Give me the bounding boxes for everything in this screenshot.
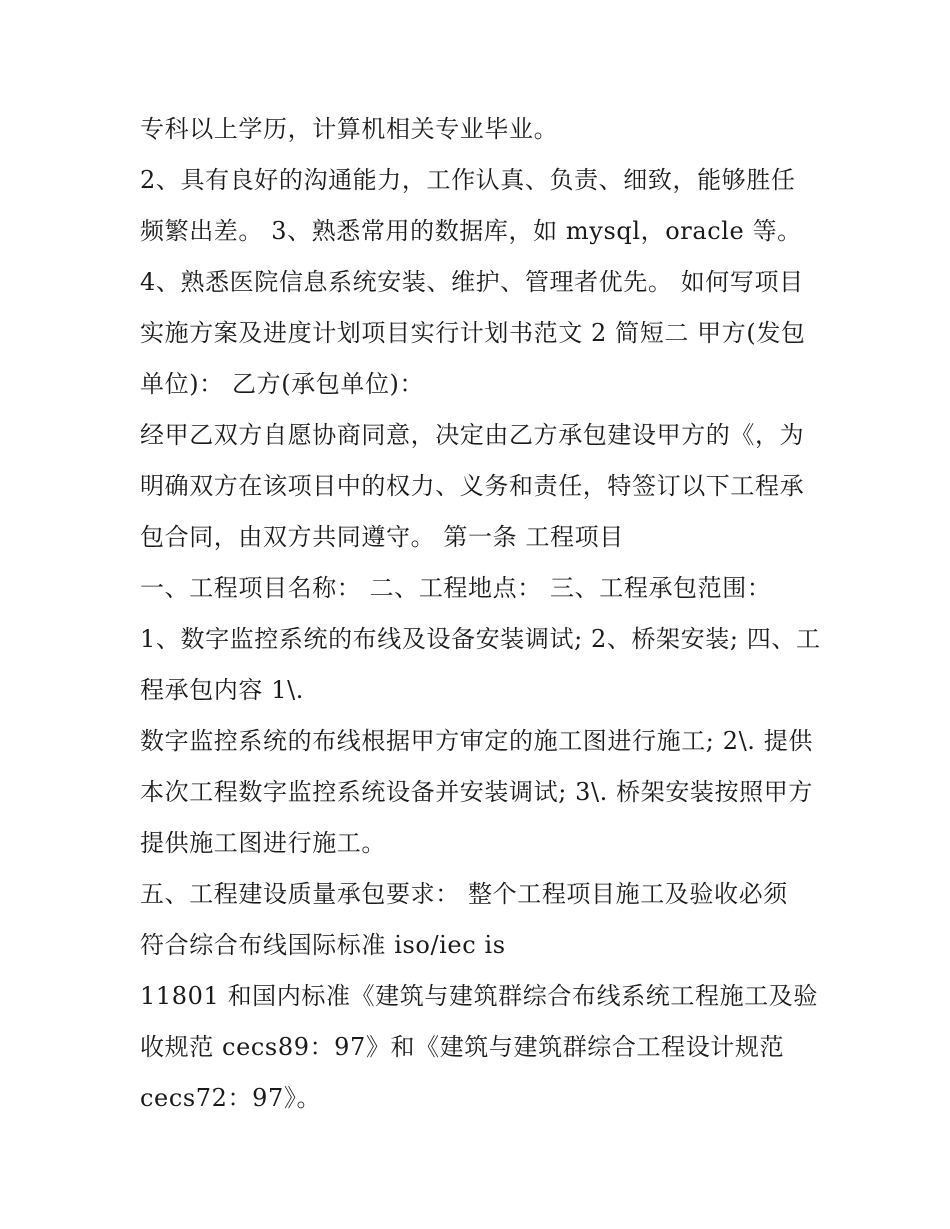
text-line: 专科以上学历，计算机相关专业毕业。 (140, 115, 559, 143)
text-line: 程承包内容 1\. (140, 676, 305, 704)
text-line: 符合综合布线国际标准 iso/iec is (140, 931, 506, 959)
text-line: 一、工程项目名称： 二、工程地点： 三、工程承包范围： (140, 574, 772, 602)
text-line: 明确双方在该项目中的权力、义务和责任，特签订以下工程承 (140, 472, 805, 500)
text-line: 收规范 cecs89：97》和《建筑与建筑群综合工程设计规范 (140, 1033, 785, 1061)
text-line: 2、具有良好的沟通能力，工作认真、负责、细致，能够胜任 (140, 166, 796, 194)
text-line: 包合同，由双方共同遵守。 第一条 工程项目 (140, 523, 624, 551)
text-line: 4、熟悉医院信息系统安装、维护、管理者优先。 如何写项目 (140, 268, 804, 296)
text-line: 提供施工图进行施工。 (140, 829, 386, 857)
text-line: 1、数字监控系统的布线及设备安装调试; 2、桥架安装; 四、工 (140, 625, 821, 653)
text-line: 实施方案及进度计划项目实行计划书范文 2 简短二 甲方(发包 (140, 319, 806, 347)
text-line: 本次工程数字监控系统设备并安装调试; 3\. 桥架安装按照甲方 (140, 778, 813, 806)
text-line: 11801 和国内标准《建筑与建筑群综合布线系统工程施工及验 (140, 982, 818, 1010)
document-body (140, 104, 820, 1124)
text-line: 数字监控系统的布线根据甲方审定的施工图进行施工; 2\. 提供 (140, 727, 813, 755)
text-line: 经甲乙双方自愿协商同意，决定由乙方承包建设甲方的《，为 (140, 421, 805, 449)
text-line: 频繁出差。 3、熟悉常用的数据库，如 mysql，oracle 等。 (140, 217, 802, 245)
text-line: 单位)： 乙方(承包单位)： (140, 370, 425, 398)
text-line: cecs72：97》。 (140, 1084, 322, 1112)
text-line: 五、工程建设质量承包要求： 整个工程项目施工及验收必须 (140, 880, 788, 908)
